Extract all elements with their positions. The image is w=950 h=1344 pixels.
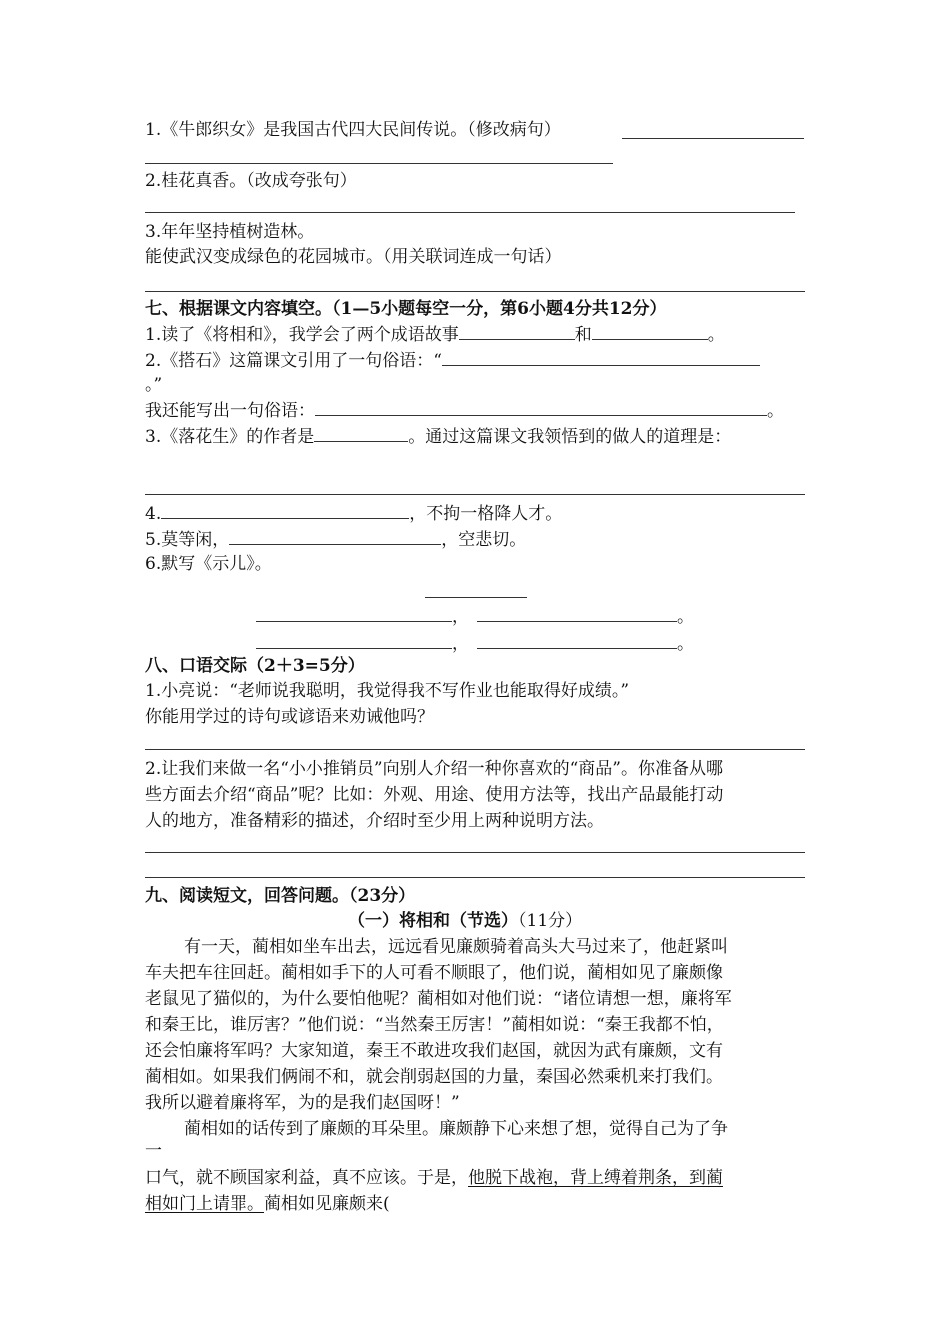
section-7-title: 七、根据课文内容填空。（1—5小题每空一分，第6小题4分共12分） xyxy=(145,299,667,319)
blank-poem-verse[interactable] xyxy=(256,605,452,622)
s7-q3-text: 3.《落花生》的作者是 xyxy=(145,427,315,447)
s6-q3-line1: 3.年年坚持植树造林。 xyxy=(145,222,315,242)
answer-line[interactable] xyxy=(145,877,805,878)
s7-q1-end: 。 xyxy=(707,325,725,345)
answer-line[interactable] xyxy=(145,852,805,853)
passage-line: 车夫把车往回赶。蔺相如手下的人可看不顺眼了，他们说，蔺相如见了廉颇像 xyxy=(145,963,723,983)
passage-line: 蔺相如。如果我们俩闹不和，就会削弱赵国的力量，秦国必然乘机来打我们。 xyxy=(145,1067,723,1087)
s7-q2-text: 2.《搭石》这篇课文引用了一句俗语：“ xyxy=(145,351,442,371)
s7-q4-num: 4. xyxy=(145,504,162,524)
s7-q3-text-2: 。通过这篇课文我领悟到的做人的道理是： xyxy=(408,427,732,447)
s8-q2-line2: 些方面去介绍“商品”呢？比如：外观、用途、使用方法等，找出产品最能打动 xyxy=(145,785,724,805)
passage-points: （11分） xyxy=(518,911,583,931)
s7-q6: 6.默写《示儿》。 xyxy=(145,554,272,574)
s7-q2-end: 。 xyxy=(767,401,784,421)
s7-q2-line3 xyxy=(145,399,784,422)
period: 。 xyxy=(677,634,694,654)
passage-title xyxy=(348,910,582,932)
answer-line[interactable] xyxy=(622,138,804,139)
underlined-sentence: 相如门上请罪。 xyxy=(145,1194,264,1214)
comma: ， xyxy=(452,607,469,627)
passage-line xyxy=(145,1167,723,1189)
poem-line-2 xyxy=(256,632,694,655)
s7-q1-and: 和 xyxy=(574,325,592,345)
passage-line: 还会怕廉将军吗？大家知道，秦王不敢进攻我们赵国，就因为武有廉颇，文有 xyxy=(145,1041,723,1061)
answer-line[interactable] xyxy=(145,291,805,292)
passage-line: 蔺相如的话传到了廉颇的耳朵里。廉颇静下心来想了想，觉得自己为了争 xyxy=(184,1119,728,1139)
period: 。 xyxy=(677,607,694,627)
passage-text: 蔺相如见廉颇来( xyxy=(264,1194,390,1214)
s7-q1 xyxy=(145,323,725,346)
blank-poem-title[interactable] xyxy=(425,597,527,598)
section-8-title: 八、口语交际（2＋3=5分） xyxy=(145,656,365,676)
section-9-title: 九、阅读短文，回答问题。（23分） xyxy=(145,886,416,906)
passage-line: 有一天，蔺相如坐车出去，远远看见廉颇骑着高头大马过来了，他赶紧叫 xyxy=(184,937,728,957)
s6-q2 xyxy=(145,170,357,192)
s6-q1-text: 1.《牛郎织女》是我国古代四大民间传说。（修改病句） xyxy=(145,120,561,140)
blank-author[interactable] xyxy=(314,425,408,442)
s6-q3-line2: 能使武汉变成绿色的花园城市。（用关联词连成一句话） xyxy=(145,247,562,267)
blank-idiom-2[interactable] xyxy=(592,323,708,340)
s7-q5-text-2: ，空悲切。 xyxy=(441,530,527,550)
passage-text: 口气，就不顾国家利益，真不应该。于是， xyxy=(145,1168,468,1188)
blank-poem-verse[interactable] xyxy=(256,632,452,649)
passage-title-text: （一）将相和（节选） xyxy=(348,911,518,931)
blank-proverb-quote[interactable] xyxy=(442,349,760,366)
s8-q1-line1: 1.小亮说：“老师说我聪明，我觉得我不写作业也能取得好成绩。” xyxy=(145,681,630,701)
s7-q2-line2: 。” xyxy=(145,375,163,395)
answer-line[interactable] xyxy=(145,749,805,750)
passage-line xyxy=(145,1193,390,1215)
s7-q2-prompt: 我还能写出一句俗语： xyxy=(145,401,315,421)
s8-q1-line2: 你能用学过的诗句或谚语来劝诫他吗？ xyxy=(145,707,434,727)
s6-q1 xyxy=(145,119,561,141)
s8-q2-line1: 2.让我们来做一名“小小推销员”向别人介绍一种你喜欢的“商品”。你准备从哪 xyxy=(145,759,723,779)
answer-line[interactable] xyxy=(145,163,613,164)
passage-line: 一 xyxy=(145,1141,162,1161)
s7-q5 xyxy=(145,528,526,551)
s8-q2-line3: 人的地方，准备精彩的描述，介绍时至少用上两种说明方法。 xyxy=(145,811,604,831)
s7-q1-text: 1.读了《将相和》，我学会了两个成语故事 xyxy=(145,325,459,345)
poem-line-1 xyxy=(256,605,694,628)
s7-q3 xyxy=(145,425,731,448)
blank-proverb-own[interactable] xyxy=(315,399,767,416)
blank-idiom-1[interactable] xyxy=(459,323,575,340)
blank-poem-line[interactable] xyxy=(229,528,441,545)
blank-poem-verse[interactable] xyxy=(477,632,677,649)
s7-q4-text: ，不拘一格降人才。 xyxy=(409,504,563,524)
passage-line: 和秦王比，谁厉害？”他们说：“当然秦王厉害！”蔺相如说：“秦王我都不怕， xyxy=(145,1015,724,1035)
blank-poem-verse[interactable] xyxy=(477,605,677,622)
answer-line[interactable] xyxy=(145,212,795,213)
comma: ， xyxy=(452,634,469,654)
s6-q2-text: 2.桂花真香。（改成夸张句） xyxy=(145,171,357,191)
s7-q5-text: 5.莫等闲， xyxy=(145,530,230,550)
answer-line[interactable] xyxy=(145,494,805,495)
blank-poem-line[interactable] xyxy=(161,502,409,519)
passage-line: 我所以避着廉将军，为的是我们赵国呀！” xyxy=(145,1093,460,1113)
s7-q4 xyxy=(145,502,562,525)
underlined-sentence: 他脱下战袍，背上缚着荆条，到蔺 xyxy=(468,1168,723,1188)
s7-q2-line1 xyxy=(145,349,760,372)
passage-line: 老鼠见了猫似的，为什么要怕他呢？蔺相如对他们说：“诸位请想一想，廉将军 xyxy=(145,989,732,1009)
